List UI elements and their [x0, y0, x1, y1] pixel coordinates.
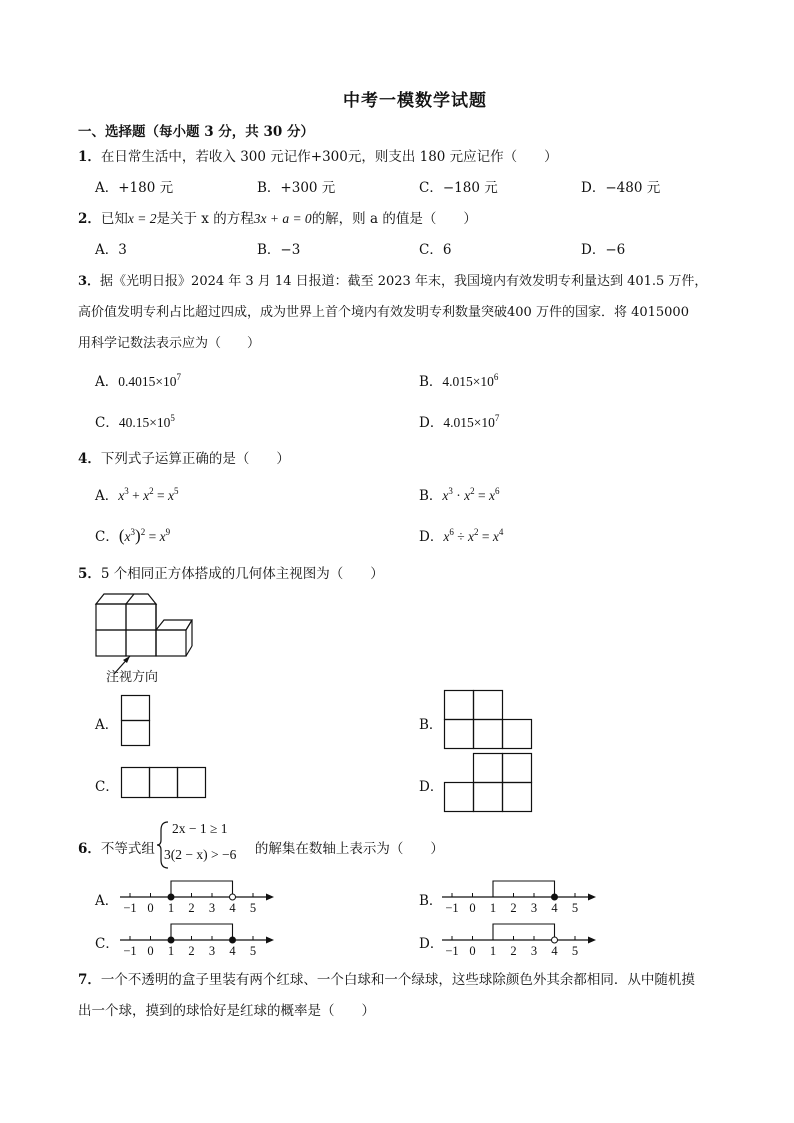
- question-4: [78, 447, 290, 467]
- axis-tick-label: 1: [167, 901, 175, 915]
- number-line-b: [440, 873, 605, 918]
- axis-tick-label: 2: [188, 901, 195, 915]
- q6-option-b-label: C．: [95, 936, 119, 952]
- question-text: 的解集在数轴上表示为（ ）: [254, 841, 444, 857]
- question-2: [78, 207, 477, 227]
- question-number: 3．: [78, 274, 101, 289]
- question-number: 5．: [78, 566, 101, 582]
- axis-tick-label: 3: [208, 901, 216, 915]
- axis-tick-label: −1: [445, 944, 459, 958]
- open-endpoint: [552, 937, 558, 943]
- number-line-c: [118, 916, 283, 961]
- question-text: 不等式组: [100, 841, 155, 857]
- number-line-a: [118, 873, 283, 918]
- q2-option-d: D．−6: [581, 242, 626, 258]
- closed-endpoint: [552, 894, 558, 900]
- axis-tick-label: 4: [551, 901, 558, 915]
- q5-option-d-label: D．: [419, 779, 444, 795]
- q3-option-b: B．$4.015\times 10^6$: [419, 372, 499, 390]
- axis-arrow: [266, 894, 274, 901]
- cube-solid-figure: [92, 590, 192, 665]
- q5-option-c-label: C．: [95, 779, 119, 795]
- question-text: 5 个相同正方体搭成的几何体主视图为（ ）: [100, 566, 384, 582]
- q2-option-b: B．−3: [257, 242, 301, 258]
- axis-tick-label: 0: [147, 901, 154, 915]
- q2-option-a: A．3: [95, 242, 127, 258]
- question-text: 在日常生活中，若收入 300 元记作+300元，则支出 180 元应记作（ ）: [100, 149, 558, 165]
- question-3-line-2: 高价值发明专利占比超过四成，成为世界上首个境内有效发明专利数量突破400 万件的国家．将 4015000: [78, 305, 689, 320]
- question-number: 4．: [78, 451, 101, 467]
- question-number: 2．: [78, 211, 101, 227]
- inequality-2: 3(2 − x) > −6: [164, 847, 237, 862]
- q6-option-a-label: A．: [95, 893, 119, 909]
- question-text: 的解，则 a 的值是（ ）: [311, 211, 477, 227]
- view-direction-caption: 注视方向: [106, 670, 159, 685]
- q5-option-d-figure: [444, 753, 536, 813]
- q5-option-b-label: B．: [419, 717, 443, 733]
- axis-arrow: [588, 937, 596, 944]
- q1-option-b: B．+300 元: [257, 180, 336, 196]
- question-number: 1．: [78, 149, 101, 165]
- closed-endpoint: [230, 937, 236, 943]
- axis-tick-label: 0: [147, 944, 154, 958]
- axis-tick-label: 0: [469, 944, 476, 958]
- q2-option-c: C．6: [419, 242, 452, 258]
- closed-endpoint: [168, 894, 174, 900]
- axis-tick-label: 3: [530, 944, 538, 958]
- solution-interval: [171, 924, 233, 940]
- section-heading: 一、选择题（每小题 3 分，共 30 分）: [78, 124, 314, 140]
- inequality-1: 2x − 1 ≥ 1: [172, 821, 228, 836]
- axis-tick-label: 0: [469, 901, 476, 915]
- number-line-d: [440, 916, 605, 961]
- axis-tick-label: 4: [551, 944, 558, 958]
- q4-option-b: B．$x^3 \cdot x^2 = x^6$: [419, 486, 500, 504]
- question-text: 下列式子运算正确的是（ ）: [100, 451, 290, 467]
- question-1: [78, 145, 558, 165]
- page-title: 中考一模数学试题: [343, 91, 487, 111]
- solution-interval: [493, 881, 555, 897]
- question-7-line-2: 出一个球，摸到的球恰好是红球的概率是（ ）: [78, 1003, 375, 1019]
- question-text: 已知: [100, 211, 128, 227]
- closed-endpoint: [168, 937, 174, 943]
- axis-tick-label: 5: [571, 944, 579, 958]
- q3-option-c: C．$40.15\times 10^5$: [95, 413, 175, 431]
- axis-tick-label: 2: [188, 944, 195, 958]
- q5-option-a-figure: [121, 695, 151, 747]
- question-number: 7．: [78, 972, 101, 988]
- axis-tick-label: 2: [510, 944, 517, 958]
- q5-option-a-label: A．: [95, 717, 119, 733]
- q1-option-d: D．−480 元: [581, 180, 661, 196]
- axis-tick-label: 2: [510, 901, 517, 915]
- axis-tick-label: 5: [249, 901, 257, 915]
- question-6: [78, 837, 444, 857]
- axis-tick-label: 1: [489, 901, 497, 915]
- q1-option-c: C．−180 元: [419, 180, 498, 196]
- axis-arrow: [588, 894, 596, 901]
- axis-tick-label: 3: [530, 901, 538, 915]
- axis-arrow: [266, 937, 274, 944]
- q6-option-c-label: B．: [419, 893, 443, 909]
- solution-interval: [493, 924, 555, 940]
- q4-option-d: D．$x^6 \div x^2 = x^4$: [419, 527, 504, 545]
- axis-tick-label: 5: [249, 944, 257, 958]
- question-text: 据《光明日报》2024 年 3 月 14 日报道：截至 2023 年末，我国境内有效发明专利量达到 401.5 万件，: [100, 274, 708, 289]
- q3-option-d: D．$4.015\times 10^7$: [419, 413, 500, 431]
- q6-option-d-label: D．: [419, 936, 444, 952]
- q5-option-b-figure: [444, 690, 534, 750]
- math-expression: 3x + a = 0: [253, 211, 312, 226]
- question-5: [78, 562, 384, 582]
- question-text: 是关于 x 的方程: [156, 211, 254, 227]
- question-7: [78, 968, 695, 988]
- q4-option-a: A．$x^3 + x^2 = x^5$: [95, 486, 179, 504]
- axis-tick-label: −1: [123, 901, 137, 915]
- axis-tick-label: 1: [489, 944, 497, 958]
- q4-option-c: C．$(x^3)^2 = x^9$: [95, 526, 171, 545]
- axis-tick-label: −1: [123, 944, 137, 958]
- axis-tick-label: 5: [571, 901, 579, 915]
- open-endpoint: [230, 894, 236, 900]
- axis-tick-label: 4: [229, 901, 236, 915]
- question-3: [78, 270, 707, 289]
- question-text: 一个不透明的盒子里装有两个红球、一个白球和一个绿球，这些球除颜色外其余都相同．从中随机摸: [100, 972, 695, 988]
- q1-option-a: A．+180 元: [95, 180, 174, 196]
- q5-option-c-figure: [121, 767, 209, 800]
- solution-interval: [171, 881, 233, 897]
- math-expression: x = 2: [127, 211, 157, 226]
- axis-tick-label: 4: [229, 944, 236, 958]
- q3-option-a: A．$0.4015\times 10^7$: [95, 372, 181, 390]
- axis-tick-label: −1: [445, 901, 459, 915]
- question-3-line-3: 用科学记数法表示应为（ ）: [78, 336, 261, 351]
- question-number: 6．: [78, 841, 101, 857]
- axis-tick-label: 3: [208, 944, 216, 958]
- axis-tick-label: 1: [167, 944, 175, 958]
